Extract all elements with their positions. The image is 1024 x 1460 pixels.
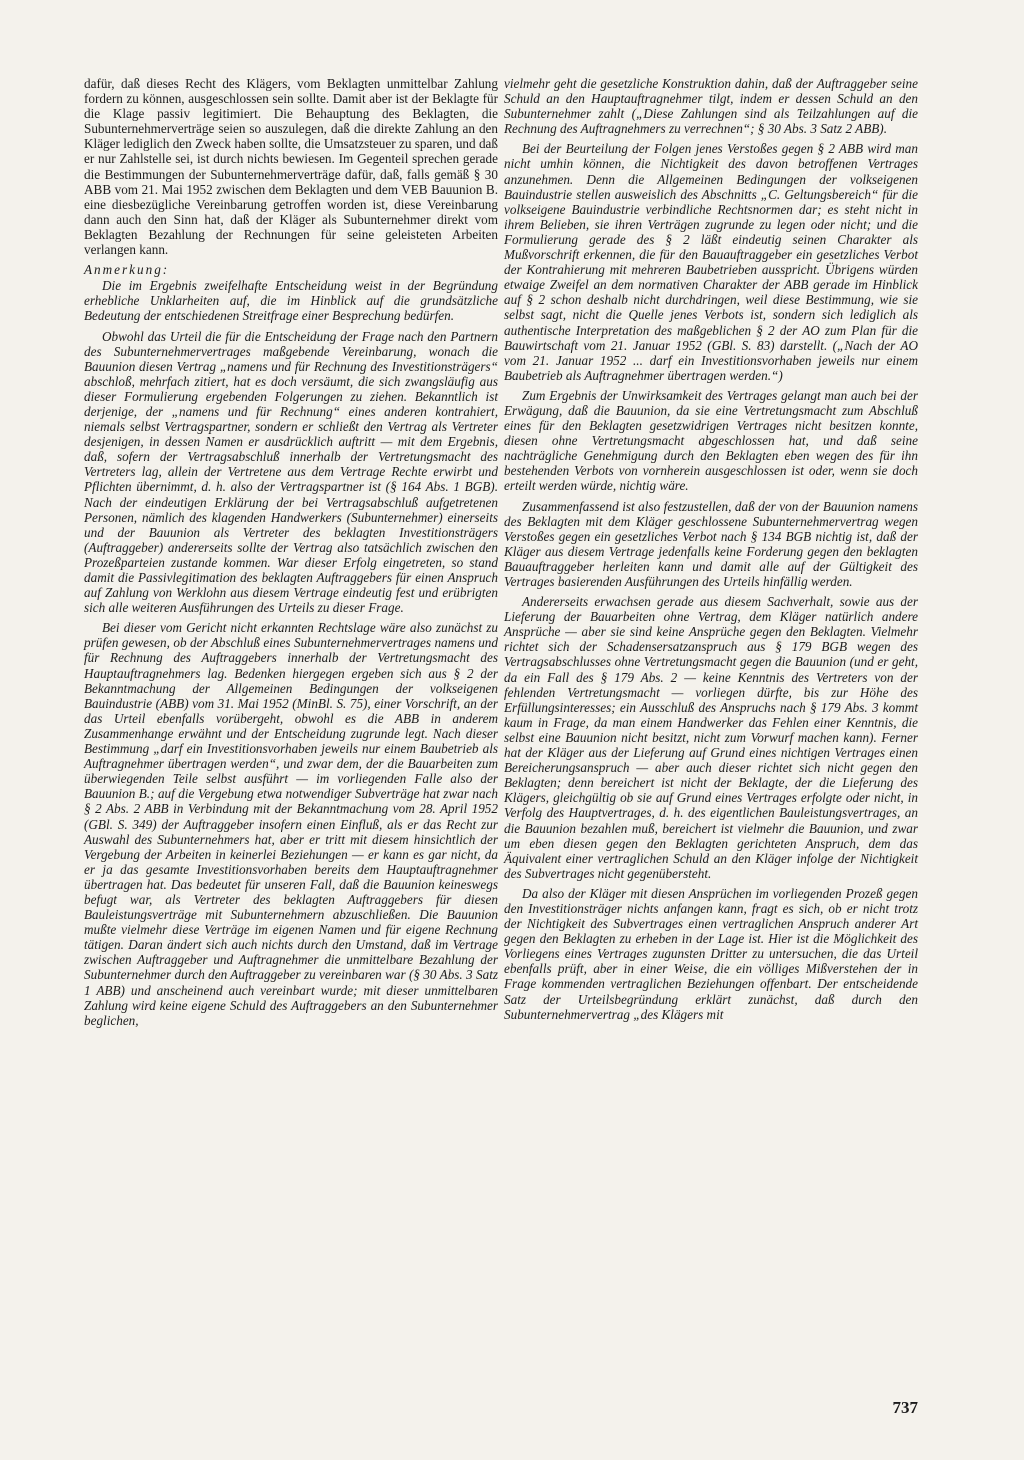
left-column [84, 76, 498, 1033]
paragraph: Zusammenfassend ist also festzustellen, daß der von der Bauunion namens des Beklagten mit dem Kläger geschlossene Subunternehmervertrag wegen Verstoßes gegen ein gesetzliches Verbot nach § 134 BGB nichtig ist, daß der Kläger aus diesem Vertrage jedenfalls keine Forderung gegen den beklagten Bauauftraggeber herleiten kann und damit alle auf der Gültigkeit des Vertrages basierenden Ausführungen des Urteils hinfällig werden. [504, 498, 918, 589]
paragraph: Bei dieser vom Gericht nicht erkannten Rechtslage wäre also zunächst zu prüfen gewesen, ob der Abschluß eines Subunternehmervertrages namens und für Rechnung des Auftraggebers innerhalb der Vertretungsmacht des Hauptauftragnehmers lag. Bedenken hiergegen ergeben sich aus § 2 der Bekanntmachung der Allgemeinen Bedingungen der volkseigenen Bauindustrie (ABB) vom 31. Mai 1952 (MinBl. S. 75), einer Vorschrift, an der das Urteil ebenfalls vorübergeht, obwohl es die ABB in anderem Zusammenhange erwähnt und der Entscheidung zugrunde legt. Nach dieser Bestimmung „darf ein Investitionsvorhaben jeweils nur einem Baubetrieb als Auftragnehmer übertragen werden“, und zwar dem, der die Bauarbeiten zum überwiegenden Teile selbst ausführt — im vorliegenden Falle also der Bauunion B.; auf die Vergebung etwa notwendiger Subverträge hat zwar nach § 2 Abs. 2 ABB in Verbindung mit der Bekanntmachung vom 28. April 1952 (GBl. S. 349) der Auftraggeber insofern einen Einfluß, als er das Recht zur Auswahl des Subunternehmers hat, aber er tritt mit diesem hinsichtlich der Vergebung der Arbeiten in keinerlei Beziehungen — er kann es gar nicht, da er ja das gesamte Investitionsvorhaben bereits dem Hauptauftragnehmer übertragen hat. Das bedeutet für unseren Fall, daß die Bauunion keineswegs befugt war, als Vertreter des beklagten Auftraggebers für diesen Bauleistungsverträge mit Subunternehmern abzuschließen. Die Bauunion mußte vielmehr diese Verträge im eigenen Namen und für eigene Rechnung tätigen. Daran ändert sich auch nichts durch den Umstand, daß im Vertrage zwischen Auftraggeber und Auftragnehmer die unmittelbare Bezahlung der Subunternehmer durch den Auftraggeber zu vereinbaren war (§ 30 Abs. 3 Satz 1 ABB) und anscheinend auch vereinbart wurde; mit dieser unmittelbaren Zahlung wird keine eigene Schuld des Auftraggebers an den Subunternehmer beglichen, [84, 620, 498, 1028]
paragraph: Zum Ergebnis der Unwirksamkeit des Vertrages gelangt man auch bei der Erwägung, daß die Bauunion, da sie eine Vertretungsmacht zum Abschluß eines für den Beklagten gesetzwidrigen Vertrages nicht besitzen konnte, diesen ohne Vertretungsmacht abgeschlossen hat, und daß seine nachträgliche Genehmigung durch den Beklagten eben wegen des für ihn bestehenden Verbots von vornherein ausgeschlossen ist oder, wenn sie doch erteilt werden würde, nichtig wäre. [504, 387, 918, 494]
paragraph: Bei der Beurteilung der Folgen jenes Verstoßes gegen § 2 ABB wird man nicht umhin können, die Nichtigkeit des davon betroffenen Vertrages anzunehmen. Denn die Allgemeinen Bedingungen der volkseigenen Bauindustrie stellen ausweislich des Abschnitts „C. Geltungsbereich“ für die volkseigene Bauindustrie verbindliche Rechtsnormen dar; es steht nicht in ihrem Belieben, sie ihren Verträgen zugrunde zu legen oder nicht; und die Formulierung gerade des § 2 läßt eindeutig seinen Charakter als Mußvorschrift erkennen, die für den Bauauftraggeber ein gesetzliches Verbot der Kontrahierung mit mehreren Baubetrieben ausspricht. Übrigens würden etwaige Zweifel an dem normativen Charakter der ABB gerade im Hinblick auf § 2 schon deshalb nicht durchdringen, weil diese Bestimmung, wie sie selbst sagt, nicht die Quelle jenes Verbots ist, sondern sich lediglich als authentische Interpretation des maßgeblichen § 2 der AO zum Plan für die Bauwirtschaft vom 21. Januar 1952 (GBl. S. 83) darstellt. („Nach der AO vom 21. Januar 1952 ... darf ein Investitionsvorhaben jeweils nur einem Baubetrieb als Auftragnehmer übertragen werden.“) [504, 141, 918, 383]
paragraph: dafür, daß dieses Recht des Klägers, vom Beklagten unmittelbar Zahlung fordern zu können, ausgeschlossen sein sollte. Damit aber ist der Beklagte für die Klage passiv legitimiert. Die Behauptung des Beklagten, die Subunternehmerverträge seien so auszulegen, daß die direkte Zahlung an den Kläger lediglich den Zweck haben sollte, die Umsatzsteuer zu sparen, und daß er nur Zahlstelle sei, ist durch nichts bewiesen. Im Gegenteil sprechen gerade die Bestimmungen der Subunternehmerverträge dafür, daß, falls gemäß § 30 ABB vom 21. Mai 1952 zwischen dem Beklagten und dem VEB Bauunion B. eine diesbezügliche Vereinbarung getroffen worden ist, diese Vereinbarung dann auch den Sinn hat, daß der Kläger als Subunternehmer direkt vom Beklagten Bezahlung der Rechnungen für seine geleisteten Arbeiten verlangen kann. [84, 76, 498, 258]
paragraph: Da also der Kläger mit diesen Ansprüchen im vorliegenden Prozeß gegen den Investitionsträger nichts anfangen kann, fragt es sich, ob er nicht trotz der Nichtigkeit des Subvertrages einen vertraglichen Anspruch anderer Art gegen den Beklagten zu erheben in der Lage ist. Hier ist die Möglichkeit des Vorliegens eines Vertrages zugunsten Dritter zu untersuchen, die das Urteil ebenfalls prüft, aber in einer Weise, die ein völliges Mißverstehen der in Frage kommenden vertraglichen Beziehungen offenbart. Der entscheidende Satz der Urteilsbegründung erklärt zunächst, daß durch den Subunternehmervertrag „des Klägers mit [504, 885, 918, 1022]
paragraph: Die im Ergebnis zweifelhafte Entscheidung weist in der Begründung erhebliche Unklarheiten auf, die im Hinblick auf die grundsätzliche Bedeutung der entschiedenen Streitfrage einer Besprechung bedürfen. [84, 278, 498, 324]
paragraph: Obwohl das Urteil die für die Entscheidung der Frage nach den Partnern des Subunternehmervertrages maßgebende Vereinbarung, wonach die Bauunion diesen Vertrag „namens und für Rechnung des Investitionsträgers“ abschloß, mehrfach zitiert, hat es doch versäumt, die sich zwangsläufig aus dieser Formulierung ergebenden Folgerungen zu ziehen. Bekanntlich ist derjenige, der „namens und für Rechnung“ eines anderen kontrahiert, niemals selbst Vertragspartner, sondern er schließt den Vertrag als Vertreter desjenigen, in dessen Namen er ausdrücklich auftritt — mit dem Ergebnis, daß, sofern der Vertragsabschluß innerhalb der Vertretungsmacht des Vertreters lag, allein der Vertretene aus dem Vertrage Rechte erwirbt und Pflichten übernimmt, d. h. also der Vertragspartner ist (§ 164 Abs. 1 BGB). Nach der eindeutigen Erklärung der bei Vertragsabschluß aufgetretenen Personen, nämlich des klagenden Handwerkers (Subunternehmer) einerseits und der Bauunion als Vertreter des beklagten Investitionsträgers (Auftraggeber) andererseits sollte der Vertrag also tatsächlich zwischen den Prozeßparteien zustande kommen. War dieser Erfolg eingetreten, so stand damit die Passivlegitimation des beklagten Auftraggebers für einen Anspruch auf Zahlung von Werklohn aus diesem Vertrage eindeutig fest und erübrigten sich alle weiteren Ausführungen des Urteils zu dieser Frage. [84, 328, 498, 616]
right-column [504, 76, 918, 1027]
paragraph: Andererseits erwachsen gerade aus diesem Sachverhalt, sowie aus der Lieferung der Bauarbeiten ohne Vertrag, dem Kläger natürlich andere Ansprüche — aber sie sind keine Ansprüche gegen den Beklagten. Vielmehr richtet sich der Schadensersatzanspruch aus § 179 BGB wegen des Vertragsabschlusses ohne Vertretungsmacht gegen die Bauunion (und er geht, da ein Fall des § 179 Abs. 2 — keine Kenntnis des Vertreters von der fehlenden Vertretungsmacht — vorliegen dürfte, bis zur Höhe des Erfüllungsinteresses; ein Ausschluß des Anspruchs nach § 179 Abs. 3 kommt kaum in Frage, da man einem Handwerker das Fehlen einer Kenntnis, die selbst eine Bauunion nicht besitzt, nicht zum Vorwurf machen kann). Ferner hat der Kläger aus der Lieferung auf Grund eines nichtigen Vertrages einen Bereicherungsanspruch — aber auch dieser richtet sich nicht gegen den Beklagten; denn bereichert ist nicht der Beklagte, der die Lieferung des Klägers, gleichgültig ob sie auf Grund eines Vertrages erfolgte oder nicht, in Verfolg des Hauptvertrages, d. h. des eigentlichen Bauleistungsvertrages, an die Bauunion bezahlen muß, bereichert ist vielmehr die Bauunion, und zwar um eben diesen gegen den Beklagten gerichteten Anspruch, dem das Äquivalent einer vertraglichen Schuld an den Kläger infolge der Nichtigkeit des Subvertrages nicht gegenübersteht. [504, 594, 918, 881]
paragraph: vielmehr geht die gesetzliche Konstruktion dahin, daß der Auftraggeber seine Schuld an den Hauptauftragnehmer tilgt, indem er dessen Schuld an den Subunternehmer zahlt („Diese Zahlungen sind als Teilzahlungen auf die Rechnung des Auftragnehmers zu verrechnen“; § 30 Abs. 3 Satz 2 ABB). [504, 76, 918, 137]
page-number: 737 [892, 1398, 918, 1417]
section-heading: Anmerkung: [84, 262, 170, 278]
